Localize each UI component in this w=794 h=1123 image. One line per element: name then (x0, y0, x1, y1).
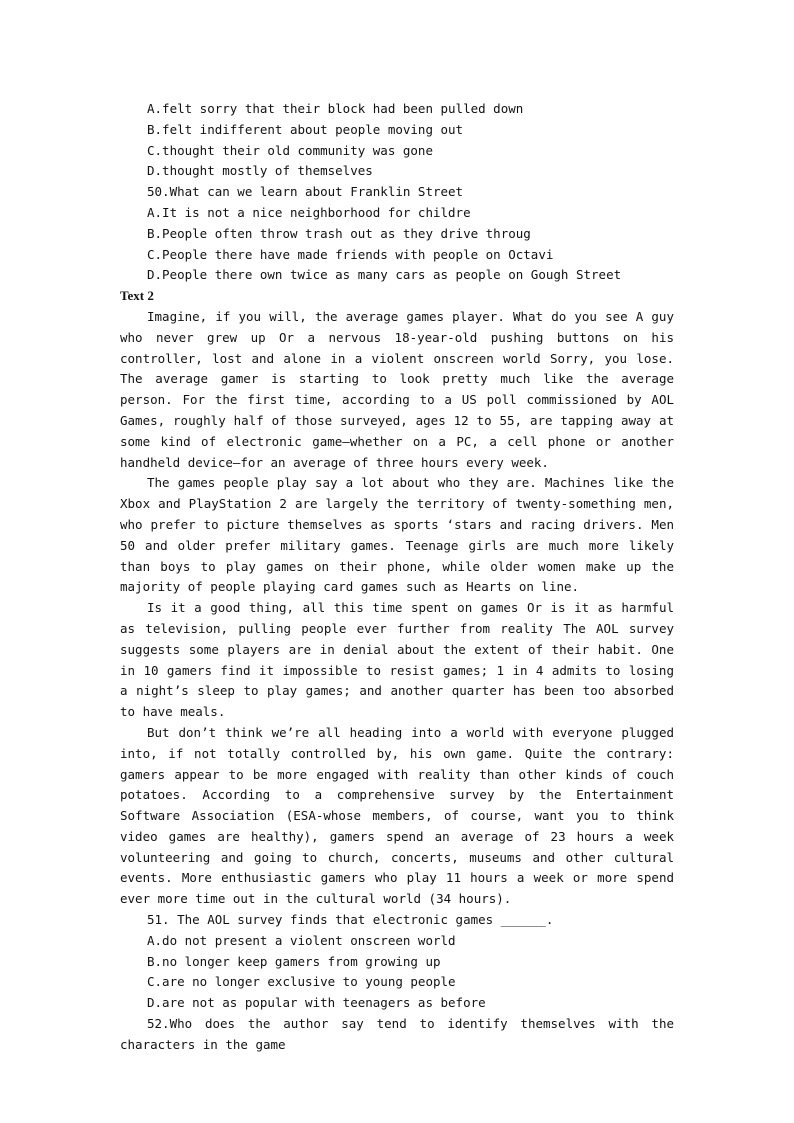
text2-paragraph-3: Is it a good thing, all this time spent on games Or is it as harmful as television, pulling people ever further from reality The AOL survey suggests some players are in denial about the extent of their habit. One in 10 gamers find it impossible to resist games; 1 in 4 admits to losing a night’s sleep to play games; and another quarter has been too absorbed to have meals. (120, 600, 674, 720)
q50-option-b: B.People often throw trash out as they drive throug (147, 225, 531, 241)
q49-option-a: A.felt sorry that their block had been pulled down (147, 101, 524, 116)
text2-heading: Text 2 (120, 288, 154, 304)
q50-stem: 50.What can we learn about Franklin Street (147, 184, 464, 200)
q50-option-c: C.People there have made friends with people on Octavi (147, 246, 554, 262)
q50-option-d: D.People there own twice as many cars as people on Gough Street (147, 267, 622, 283)
text2-paragraph-1: Imagine, if you will, the average games player. What do you see A guy who never grew up Or a nervous 18-year-old pushing buttons on his controller, lost and alone in a violent onscreen world Sorry, you lose. The average gamer is starting to look pretty much like the average person. For the first time, according to a US poll commissioned by AOL Games, roughly half of those surveyed, ages 12 to 55, are tapping away at some kind of electronic game—whether on a PC, a cell phone or another handheld device—for an average of three hours every week. (120, 308, 674, 470)
q49-option-c: C.thought their old community was gone (147, 142, 433, 158)
text2-paragraph-2: The games people play say a lot about who they are. Machines like the Xbox and PlayStation 2 are largely the territory of twenty-something men, who prefer to picture themselves as sports ‘stars and racing drivers. Men 50 and older prefer military games. Teenage girls are much more likely than boys to play games on their phone, while older women make up the majority of people playing card games such as Hearts on line. (120, 475, 674, 595)
q49-option-d: D.thought mostly of themselves (147, 163, 373, 179)
q51-option-b: B.no longer keep gamers from growing up (147, 953, 441, 969)
q51-option-c: C.are no longer exclusive to young people (147, 974, 456, 990)
q51-option-d: D.are not as popular with teenagers as before (147, 995, 486, 1011)
q49-option-b: B.felt indifferent about people moving out (147, 121, 464, 137)
q52-stem: 52.Who does the author say tend to identify themselves with the characters in the game (120, 1016, 674, 1052)
q51-stem: 51. The AOL survey finds that electronic games ______. (147, 912, 554, 928)
document-page (120, 99, 674, 1056)
q51-option-a: A.do not present a violent onscreen world (147, 932, 456, 948)
q50-option-a: A.It is not a nice neighborhood for childre (147, 204, 471, 220)
text2-paragraph-4: But don’t think we’re all heading into a world with everyone plugged into, if not totally controlled by, his own game. Quite the contrary: gamers appear to be more engaged with reality than other kinds of couch potatoes. According to a comprehensive survey by the Entertainment Software Association (ESA-whose members, of course, want you to think video games are healthy), gamers spend an average of 23 hours a week volunteering and going to church, concerts, museums and other cultural events. More enthusiastic gamers who play 11 hours a week or more spend ever more time out in the cultural world (34 hours). (120, 724, 674, 907)
